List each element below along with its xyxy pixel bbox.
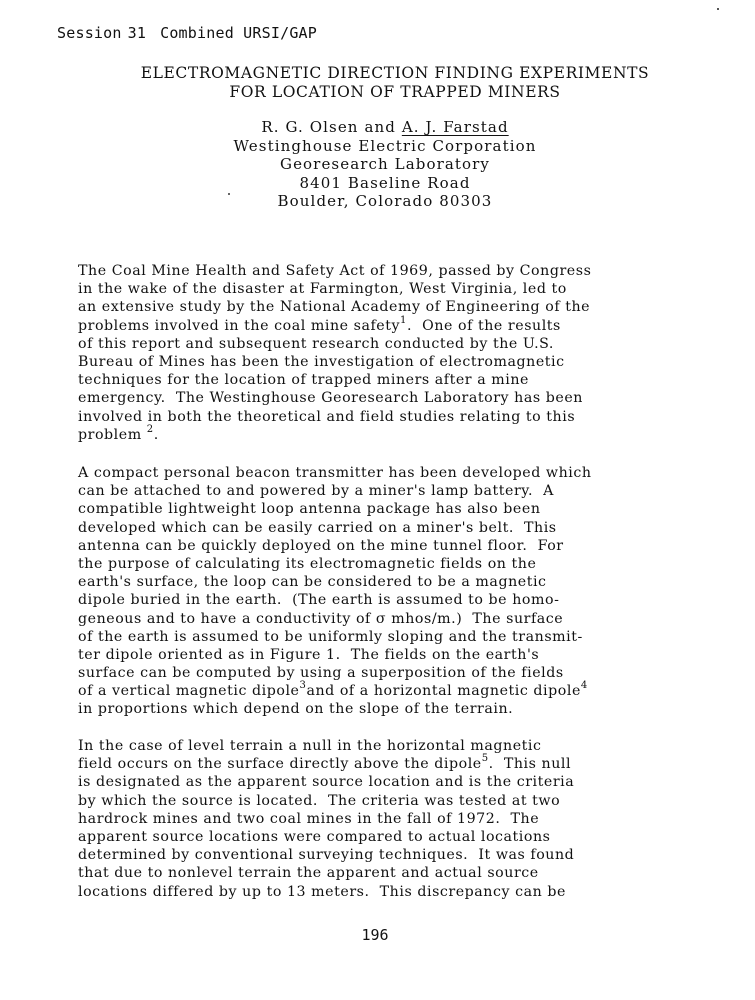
text-segment: problems involved in the coal mine safety [78,317,401,334]
text-line: In the case of level terrain a null in the horizontal magnetic [78,738,542,754]
text-line: geneous and to have a conductivity of σ mhos/m.) The surface [78,610,564,627]
affiliation-line: Boulder, Colorado 80303 [277,192,493,210]
text-line: in the wake of the disaster at Farmington, West Virginia, led to [78,281,567,298]
text-line: can be attached to and powered by a miner's lamp battery. A [78,483,554,500]
affiliation-line: Westinghouse Electric Corporation [233,136,537,155]
text-segment: of a vertical magnetic dipole [78,683,300,700]
paper-title [0,64,755,102]
text-line: techniques for the location of trapped miners after a mine [78,372,529,389]
text-segment: problem [78,426,142,443]
author-names [185,118,585,137]
paragraph-1 [78,262,738,444]
text-line [78,682,738,700]
text-segment: field occurs on the surface directly above the dipole [78,756,482,773]
text-line [78,423,738,444]
affiliation-line: 8401 Baseline Road [299,173,471,192]
session-label: Session [57,24,122,42]
text-line: by which the source is located. The criteria was tested at two [78,792,561,809]
text-line: an extensive study by the National Academy of Engineering of the [78,299,591,316]
text-segment: . This null [488,756,572,773]
scan-speck [717,8,719,10]
text-segment: . [153,426,159,443]
text-line: in proportions which depend on the slope of the terrain. [78,701,514,718]
text-line: of the earth is assumed to be uniformly sloping and the transmit- [78,628,583,645]
paragraph-3 [78,737,738,901]
text-line [78,755,738,773]
title-line-2: FOR LOCATION OF TRAPPED MINERS [229,83,561,101]
footnote-ref-3: 3 [299,680,307,692]
session-name: Combined URSI/GAP [160,24,318,42]
text-segment: . One of the results [406,317,561,334]
text-line: The Coal Mine Health and Safety Act of 1969, passed by Congress [78,263,592,279]
session-number: 31 [127,24,147,42]
paragraph-2 [78,464,738,719]
text-segment: and of a horizontal magnetic dipole [306,683,581,700]
text-line: dipole buried in the earth. (The earth is assumed to be homo- [78,592,560,609]
author-block [185,118,585,211]
footnote-ref-4: 4 [580,680,588,692]
text-line: antenna can be quickly deployed on the mine tunnel floor. For [78,537,564,554]
page-number: 196 [361,926,389,944]
text-line: of this report and subsequent research conducted by the U.S. [78,335,554,352]
author-2: A. J. Farstad [401,118,509,136]
session-header [57,24,317,42]
text-line: the purpose of calculating its electromagnetic fields on the [78,555,537,572]
text-line: compatible lightweight loop antenna package has also been [78,501,541,518]
text-line: Bureau of Mines has been the investigation of electromagnetic [78,353,565,370]
text-line [78,314,738,335]
text-line: apparent source locations were compared to actual locations [78,828,551,845]
text-line: involved in both the theoretical and field studies relating to this [78,408,576,425]
text-line: is designated as the apparent source location and is the criteria [78,774,575,791]
text-line: ter dipole oriented as in Figure 1. The fields on the earth's [78,646,540,663]
text-line: determined by conventional surveying techniques. It was found [78,847,575,864]
text-line: surface can be computed by using a superposition of the fields [78,665,564,682]
footnote-ref-5: 5 [481,753,489,765]
text-line: locations differed by up to 13 meters. This discrepancy can be [78,883,566,900]
author-1: R. G. Olsen [261,118,359,136]
text-line: A compact personal beacon transmitter has been developed which [78,465,592,481]
text-line: developed which can be easily carried on a miner's belt. This [78,519,557,536]
text-line: hardrock mines and two coal mines in the fall of 1972. The [78,810,540,827]
affiliation-line: Georesearch Laboratory [279,155,490,173]
footnote-ref-1: 1 [400,314,407,326]
footnote-ref-2: 2 [146,423,154,435]
text-line: emergency. The Westinghouse Georesearch Laboratory has been [78,390,583,407]
text-line: earth's surface, the loop can be considered to be a magnetic [78,574,547,591]
author-conjunction: and [364,118,396,136]
title-line-1: ELECTROMAGNETIC DIRECTION FINDING EXPERIMENTS [140,64,650,82]
text-line: that due to nonlevel terrain the apparent and actual source [78,865,539,882]
